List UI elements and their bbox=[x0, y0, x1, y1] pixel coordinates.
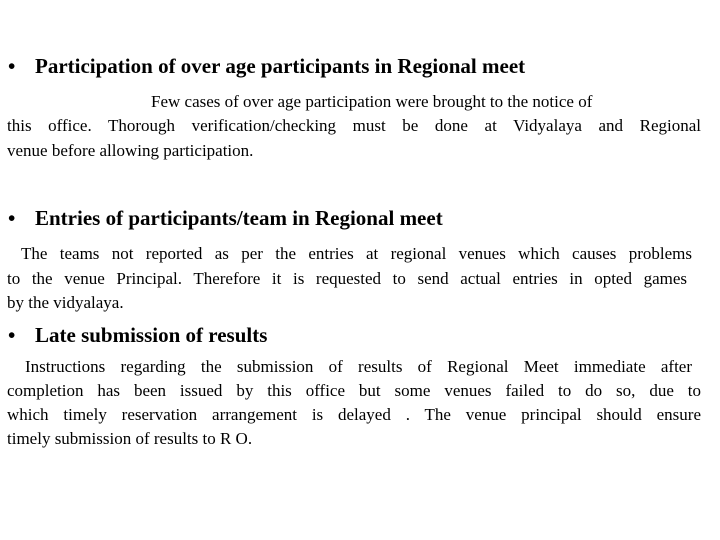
heading-late-submission-of-results bbox=[8, 322, 267, 348]
heading-text: Entries of participants/team in Regional meet bbox=[35, 206, 443, 230]
heading-over-age-participation bbox=[8, 53, 525, 79]
bullet-icon: • bbox=[8, 323, 16, 347]
paragraph-line: The teams not reported as per the entries at regional venues which causes problems bbox=[21, 244, 692, 263]
paragraph-line: Few cases of over age participation were brought to the notice of bbox=[151, 92, 593, 111]
paragraph-line: by the vidyalaya. bbox=[7, 293, 124, 312]
bullet-icon: • bbox=[8, 206, 16, 230]
bullet-icon: • bbox=[8, 54, 16, 78]
heading-entries-of-participants bbox=[8, 205, 443, 231]
paragraph-line: to the venue Principal. Therefore it is requested to send actual entries in opted games bbox=[7, 269, 687, 288]
paragraph-line: completion has been issued by this office but some venues failed to do so, due to bbox=[7, 381, 701, 400]
paragraph-line: timely submission of results to R O. bbox=[7, 429, 253, 448]
heading-text: Participation of over age participants in Regional meet bbox=[35, 54, 526, 78]
paragraph-line: which timely reservation arrangement is delayed . The venue principal should ensure bbox=[7, 405, 701, 424]
paragraph-line: venue before allowing participation. bbox=[7, 141, 254, 160]
paragraph-line: this office. Thorough verification/checking must be done at Vidyalaya and Regional bbox=[7, 116, 701, 135]
heading-text: Late submission of results bbox=[35, 323, 268, 347]
paragraph-line: Instructions regarding the submission of results of Regional Meet immediate after bbox=[25, 357, 692, 376]
